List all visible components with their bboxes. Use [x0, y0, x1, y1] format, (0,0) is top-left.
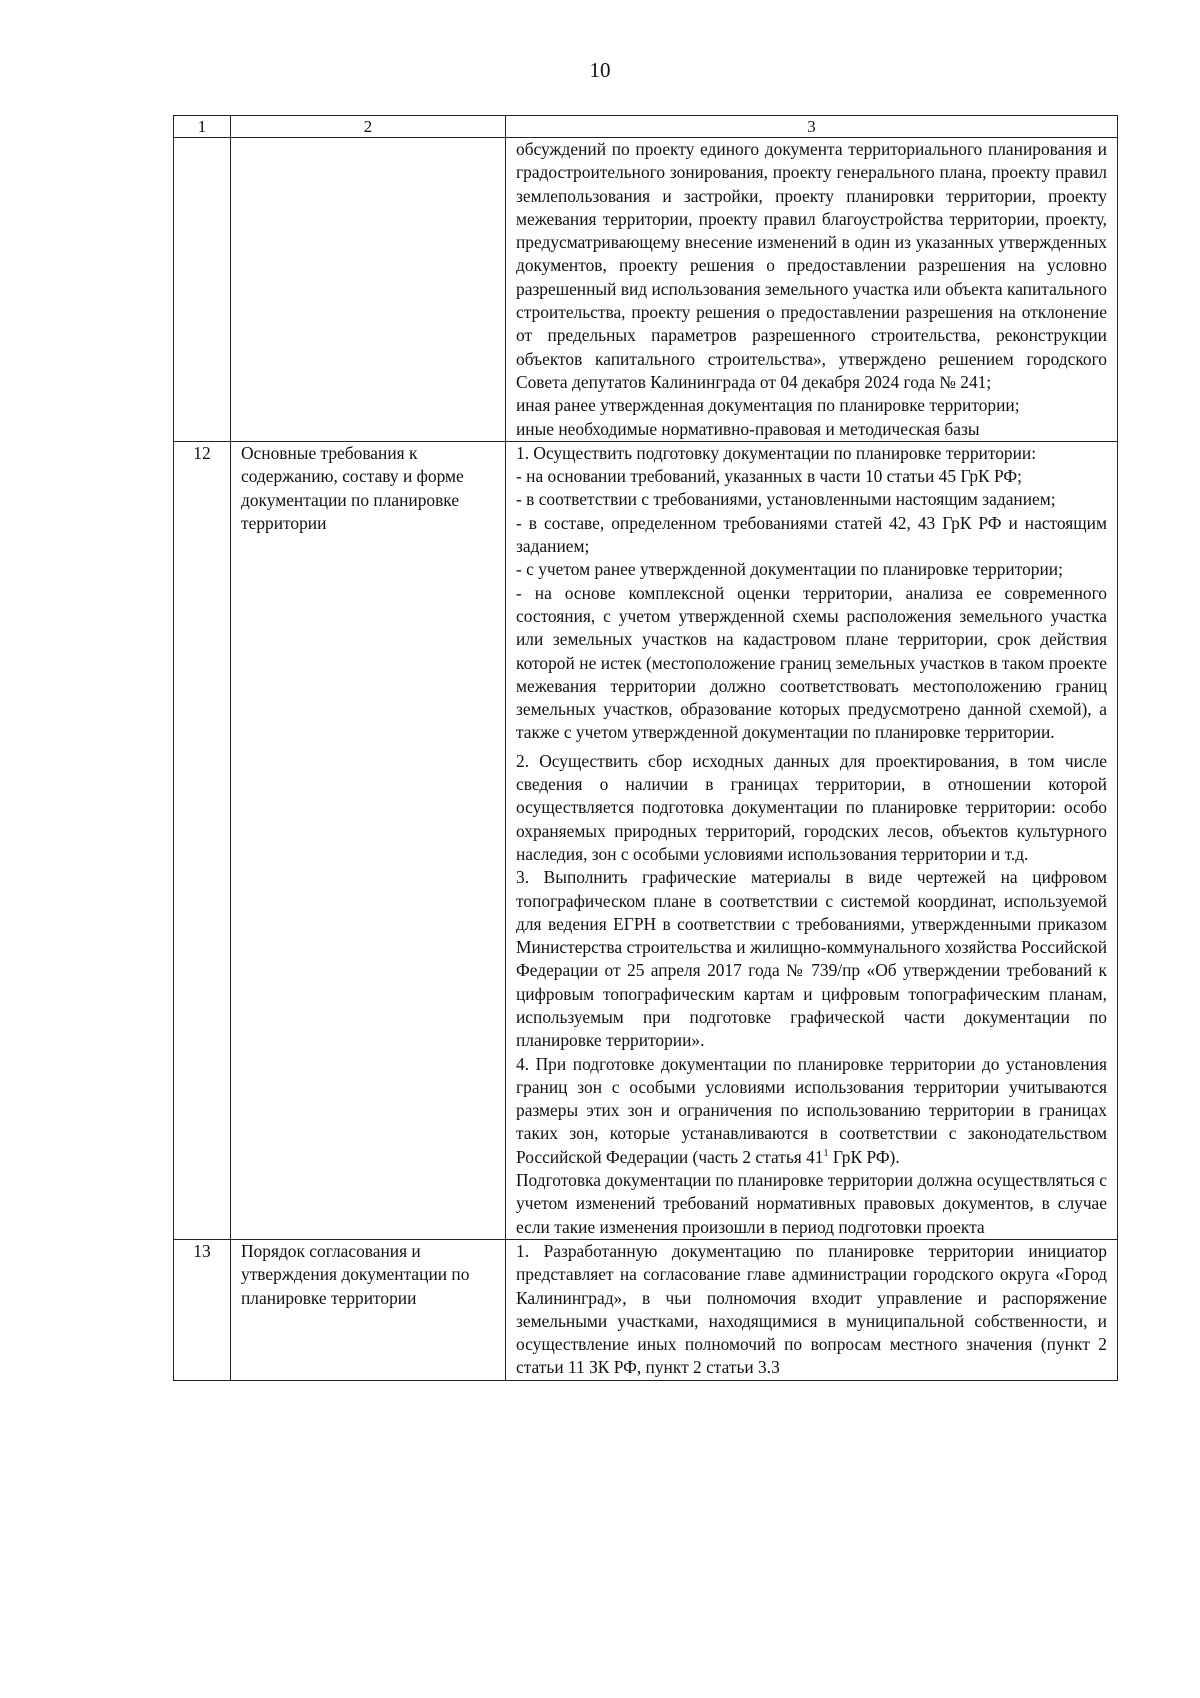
paragraph: - на основе комплексной оценки территории, анализа ее современного состояния, с учетом утвержденной схемы расположения земельного участка или земельных участков на кадастровом плане территории, срок действия которой не истек (местоположение границ земельных участков в таком проекте межевания территории должно соответствовать местоположению границ земельных участков, образование которых предусмотрено данной схемой), а также с учетом утвержденной документации по планировке территории.	[516, 582, 1107, 743]
paragraph: 1. Осуществить подготовку документации по планировке территории:	[516, 442, 1037, 463]
table-row	[174, 441, 1118, 1239]
requirements-table	[173, 115, 1118, 1381]
paragraph: 2. Осуществить сбор исходных данных для проектирования, в том числе сведения о наличии в границах территории, в отношении которой осуществляется подготовка документации по планировке территории: особо охраняемых природных территорий, городских лесов, объектов культурного наследия, зон с особыми условиями использования территории и т.д.	[516, 750, 1107, 864]
row-number: 13	[174, 1239, 231, 1380]
paragraph	[516, 1053, 1107, 1169]
header-col-2: 2	[231, 116, 506, 138]
row-title	[231, 138, 506, 442]
paragraph: - с учетом ранее утвержденной документации по планировке территории;	[516, 559, 1063, 580]
paragraph: 3. Выполнить графические материалы в виде чертежей на цифровом топографическом плане в соответствии с системой координат, используемой для ведения ЕГРН в соответствии с требованиями, утвержденными приказом Министерства строительства и жилищно-коммунального хозяйства Российской Федерации от 25 апреля 2017 года № 739/пр «Об утверждении требований к цифровым топографическим картам и цифровым топографическим планам, используемым при подготовке графической части документации по планировке территории».	[516, 867, 1107, 1051]
row-content	[506, 138, 1118, 442]
row-content	[506, 1239, 1118, 1380]
table-row	[174, 138, 1118, 442]
paragraph: иная ранее утвержденная документация по планировке территории;	[516, 395, 1020, 416]
header-col-3: 3	[506, 116, 1118, 138]
paragraph: 1. Разработанную документацию по планировке территории инициатор представляет на согласование главе администрации городского округа «Город Калининград», в чьи полномочия входит управление и распоряжение земельными участками, находящимися в муниципальной собственности, и осуществление иных полномочий по вопросам местного значения (пункт 2 статьи 11 ЗК РФ, пункт 2 статьи 3.3	[516, 1240, 1107, 1378]
paragraph: обсуждений по проекту единого документа территориального планирования и градостроительного зонирования, проекту генерального плана, проекту правил землепользования и застройки, проекту планировки территории, проекту межевания территории, проекту правил благоустройства территории, проекту, предусматривающему внесение изменений в один из указанных утвержденных документов, проекту решения о предоставлении разрешения на условно разрешенный вид использования земельного участка или объекта капитального строительства, проекту решения о предоставлении разрешения на отклонение от предельных параметров разрешенного строительства, реконструкции объектов капитального строительства», утверждено решением городского Совета депутатов Калининграда от 04 декабря 2024 года № 241;	[516, 139, 1107, 392]
paragraph: - на основании требований, указанных в части 10 статьи 45 ГрК РФ;	[516, 466, 1022, 487]
paragraph: - в соответствии с требованиями, установленными настоящим заданием;	[516, 489, 1056, 510]
page-number: 10	[589, 58, 611, 82]
row-content	[506, 441, 1118, 1239]
header-col-1: 1	[174, 116, 231, 138]
row-title-text: Порядок согласования и утверждения документации по планировке территории	[241, 1240, 470, 1308]
row-title-text: Основные требования к содержанию, составу и форме документации по планировке территории	[241, 442, 464, 534]
table-header-row	[174, 116, 1118, 138]
row-title	[231, 1239, 506, 1380]
table-row	[174, 1239, 1118, 1380]
paragraph-tail: ГрК РФ).	[828, 1146, 900, 1167]
paragraph: - в составе, определенном требованиями статей 42, 43 ГрК РФ и настоящим заданием;	[516, 512, 1107, 557]
row-number: 12	[174, 441, 231, 1239]
paragraph: иные необходимые нормативно-правовая и методическая базы	[516, 418, 980, 439]
row-number	[174, 138, 231, 442]
superscript: 1	[823, 1147, 829, 1159]
row-title	[231, 441, 506, 1239]
paragraph-text: 4. При подготовке документации по планировке территории до установления границ зон с особыми условиями использования территории учитываются размеры этих зон и ограничения по использованию территории в границах таких зон, которые устанавливаются в соответствии с законодательством Российской Федерации (часть 2 статья 41	[516, 1053, 1107, 1167]
paragraph: Подготовка документации по планировке территории должна осуществляться с учетом изменений требований нормативных правовых документов, в случае если такие изменения произошли в период подготовки проекта	[516, 1170, 1107, 1237]
